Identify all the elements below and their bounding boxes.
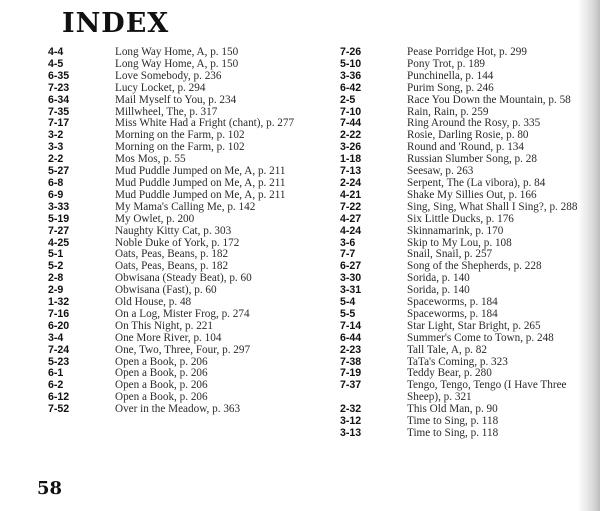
index-entry [340, 214, 595, 226]
track-code: 1-32 [48, 296, 70, 309]
song-title: Pease Porridge Hot, p. 299 [407, 46, 527, 58]
song-title: Time to Sing, p. 118 [407, 415, 499, 428]
index-entry [48, 404, 303, 416]
track-code: 7-24 [48, 343, 70, 356]
track-code: 3-30 [340, 272, 362, 285]
track-code: 7-14 [340, 319, 362, 332]
song-title: Round and 'Round, p. 134 [407, 141, 524, 154]
song-title: Shake My Sillies Out, p. 166 [407, 188, 537, 201]
track-code: 3-6 [340, 236, 356, 249]
index-entry [340, 95, 595, 107]
song-title: Over in the Meadow, p. 363 [115, 403, 241, 416]
song-title: One, Two, Three, Four, p. 297 [115, 343, 251, 356]
song-title: Pony Trot, p. 189 [407, 57, 486, 70]
track-code: 7-7 [340, 248, 356, 261]
track-code: 5-10 [340, 57, 362, 70]
track-code: 7-16 [48, 307, 70, 320]
song-title: Tall Tale, A, p. 82 [407, 343, 487, 356]
index-entry [340, 226, 595, 238]
song-title: Open a Book, p. 206 [115, 367, 208, 380]
track-code: 3-36 [340, 69, 362, 82]
song-title: One More River, p. 104 [115, 331, 222, 344]
song-title: Spaceworms, p. 184 [407, 307, 498, 320]
song-title: My Owlet, p. 200 [115, 212, 195, 225]
song-title: Oats, Peas, Beans, p. 182 [115, 260, 229, 273]
song-title: Summer's Come to Town, p. 248 [407, 331, 554, 344]
track-code: 3-12 [340, 415, 362, 428]
track-code: 5-23 [48, 355, 70, 368]
track-code: 2-2 [48, 153, 64, 166]
index-entry [48, 83, 303, 95]
index-column-left [48, 47, 303, 416]
song-title: Mos Mos, p. 55 [115, 153, 186, 166]
track-code: 4-25 [48, 236, 70, 249]
track-code: 7-26 [340, 46, 362, 58]
track-code: 6-44 [340, 331, 362, 344]
index-entry [340, 333, 595, 345]
song-title: On This Night, p. 221 [115, 319, 213, 332]
song-title: Rosie, Darling Rosie, p. 80 [407, 129, 529, 142]
track-code: 2-24 [340, 176, 362, 189]
index-entry [340, 345, 595, 357]
track-code: 2-9 [48, 284, 64, 297]
index-entry [48, 202, 303, 214]
song-title: Russian Slumber Song, p. 28 [407, 153, 537, 166]
song-title: Open a Book, p. 206 [115, 391, 208, 404]
song-title: Skinnamarink, p. 170 [407, 224, 504, 237]
song-title: TaTa's Coming, p. 323 [407, 355, 508, 368]
track-code: 6-20 [48, 319, 70, 332]
track-code: 4-4 [48, 46, 64, 58]
track-code: 3-2 [48, 129, 64, 142]
index-entry [340, 321, 595, 333]
song-title: Sorida, p. 140 [407, 272, 470, 285]
track-code: 6-1 [48, 367, 64, 380]
song-title: Mail Myself to You, p. 234 [115, 93, 237, 106]
song-title: Long Way Home, A, p. 150 [115, 46, 239, 58]
track-code: 6-9 [48, 188, 64, 201]
track-code: 6-2 [48, 379, 64, 392]
track-code: 3-33 [48, 200, 70, 213]
song-title: Purim Song, p. 246 [407, 81, 494, 94]
index-entry [48, 214, 303, 226]
page-number: 58 [37, 478, 63, 499]
track-code: 4-24 [340, 224, 362, 237]
track-code: 3-31 [340, 284, 362, 297]
track-code: 5-27 [48, 165, 70, 178]
track-code: 6-12 [48, 391, 70, 404]
song-title: On a Log, Mister Frog, p. 274 [115, 307, 250, 320]
song-title: Spaceworms, p. 184 [407, 296, 498, 309]
song-title: Punchinella, p. 144 [407, 69, 494, 82]
index-entry [48, 345, 303, 357]
track-code: 5-4 [340, 296, 356, 309]
song-title: This Old Man, p. 90 [407, 403, 498, 416]
song-title: Morning on the Farm, p. 102 [115, 141, 245, 154]
track-code: 4-21 [340, 188, 362, 201]
track-code: 7-10 [340, 105, 362, 118]
song-title: Ring Around the Rosy, p. 335 [407, 117, 541, 130]
song-title: Obwisana (Steady Beat), p. 60 [115, 272, 252, 285]
song-title: Tengo, Tengo, Tengo (I Have Three Sheep), p. 321 [407, 379, 567, 404]
song-title: Love Somebody, p. 236 [115, 69, 222, 82]
song-title: Star Light, Star Bright, p. 265 [407, 319, 541, 332]
track-code: 5-2 [48, 260, 64, 273]
track-code: 5-19 [48, 212, 70, 225]
song-title: Time to Sing, p. 118 [407, 427, 499, 439]
index-entry [48, 71, 303, 83]
track-code: 2-23 [340, 343, 362, 356]
track-code: 1-18 [340, 153, 362, 166]
track-code: 7-44 [340, 117, 362, 130]
index-entry [48, 95, 303, 107]
track-code: 7-38 [340, 355, 362, 368]
index-entry [340, 380, 595, 404]
track-code: 6-42 [340, 81, 362, 94]
song-title: Miss White Had a Fright (chant), p. 277 [115, 117, 295, 130]
track-code: 3-4 [48, 331, 64, 344]
track-code: 7-27 [48, 224, 70, 237]
track-code: 7-37 [340, 379, 362, 392]
song-title: Teddy Bear, p. 280 [407, 367, 492, 380]
index-entry [48, 333, 303, 345]
track-code: 6-35 [48, 69, 70, 82]
page-title: INDEX [62, 8, 170, 39]
song-title: Six Little Ducks, p. 176 [407, 212, 514, 225]
index-entry [340, 71, 595, 83]
track-code: 4-5 [48, 57, 64, 70]
track-code: 4-27 [340, 212, 362, 225]
song-title: Skip to My Lou, p. 108 [407, 236, 512, 249]
track-code: 6-8 [48, 176, 64, 189]
song-title: Obwisana (Fast), p. 60 [115, 284, 217, 297]
index-entry [48, 321, 303, 333]
track-code: 7-35 [48, 105, 70, 118]
song-title: Oats, Peas, Beans, p. 182 [115, 248, 229, 261]
track-code: 6-34 [48, 93, 70, 106]
song-title: Open a Book, p. 206 [115, 379, 208, 392]
track-code: 2-8 [48, 272, 64, 285]
song-title: My Mama's Calling Me, p. 142 [115, 200, 256, 213]
song-title: Sing, Sing, What Shall I Sing?, p. 288 [407, 200, 578, 213]
index-entry [340, 428, 595, 440]
track-code: 2-5 [340, 93, 356, 106]
index-entry [340, 83, 595, 95]
song-title: Old House, p. 48 [115, 296, 192, 309]
song-title: Open a Book, p. 206 [115, 355, 208, 368]
song-title: Race You Down the Mountain, p. 58 [407, 93, 571, 106]
track-code: 3-13 [340, 427, 362, 439]
song-title: Morning on the Farm, p. 102 [115, 129, 245, 142]
track-code: 7-23 [48, 81, 70, 94]
track-code: 7-19 [340, 367, 362, 380]
track-code: 7-52 [48, 403, 70, 416]
track-code: 7-13 [340, 165, 362, 178]
song-title: Song of the Shepherds, p. 228 [407, 260, 542, 273]
track-code: 6-27 [340, 260, 362, 273]
song-title: Mud Puddle Jumped on Me, A, p. 211 [115, 165, 286, 178]
song-title: Seesaw, p. 263 [407, 165, 474, 178]
track-code: 3-3 [48, 141, 64, 154]
track-code: 7-22 [340, 200, 362, 213]
song-title: Millwheel, The, p. 317 [115, 105, 218, 118]
song-title: Sorida, p. 140 [407, 284, 470, 297]
index-entry [340, 190, 595, 202]
song-title: Mud Puddle Jumped on Me, A, p. 211 [115, 188, 286, 201]
song-title: Rain, Rain, p. 259 [407, 105, 489, 118]
track-code: 2-32 [340, 403, 362, 416]
track-code: 2-22 [340, 129, 362, 142]
index-entry [48, 190, 303, 202]
song-title: Serpent, The (La vibora), p. 84 [407, 176, 546, 189]
song-title: Snail, Snail, p. 257 [407, 248, 493, 261]
index-entry [48, 226, 303, 238]
track-code: 5-5 [340, 307, 356, 320]
track-code: 7-17 [48, 117, 70, 130]
track-code: 5-1 [48, 248, 64, 261]
song-title: Noble Duke of York, p. 172 [115, 236, 240, 249]
index-entry [340, 202, 595, 214]
song-title: Long Way Home, A, p. 150 [115, 57, 239, 70]
track-code: 3-26 [340, 141, 362, 154]
song-title: Naughty Kitty Cat, p. 303 [115, 224, 232, 237]
index-column-right [340, 47, 595, 440]
song-title: Lucy Locket, p. 294 [115, 81, 206, 94]
song-title: Mud Puddle Jumped on Me, A, p. 211 [115, 176, 286, 189]
